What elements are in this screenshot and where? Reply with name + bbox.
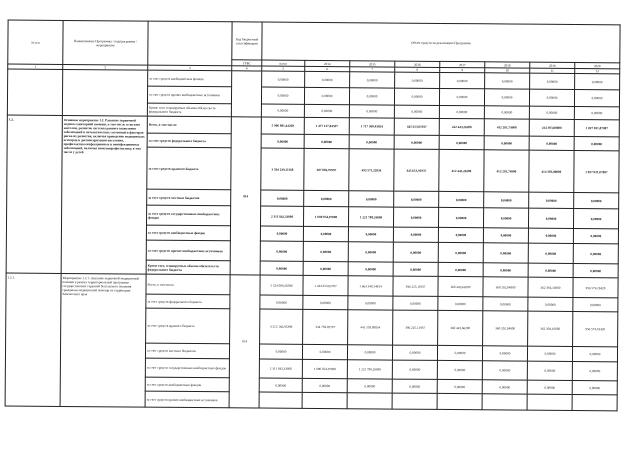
value-cell: 0,00000	[482, 346, 527, 361]
column-index: 4	[232, 66, 262, 71]
value-cell: 1 477 137,04597	[304, 117, 349, 134]
value-cell: 0,00000	[528, 297, 573, 311]
value-cell: 5 524 009,28398	[260, 275, 303, 295]
value-cell: 0,00000	[575, 73, 620, 89]
value-cell	[347, 393, 392, 409]
item-name: Основное мероприятие 1.2. Развитие первичной медико-санитарной помощи, в том числе сельским жителям, развитие системы раннего выявления заболеваний и патологических состояний и факторов риска их развития, включая проведение медицинских осмотров и диспансеризации населения, профилактика инфекционных и неинфекционных заболеваний, включая иммунопрофилактику, в том числе у детей	[61, 115, 147, 274]
value-cell: 0,00000	[260, 295, 303, 309]
source-label: за счет средств внебюджетных фондов	[145, 377, 229, 392]
value-cell	[259, 392, 302, 408]
value-cell: 0,00000	[527, 361, 572, 380]
column-index: 8	[395, 67, 440, 72]
item-num	[7, 69, 62, 115]
value-cell: 3 594 239,11168	[261, 148, 304, 190]
value-cell: 1 221 788,26000	[348, 207, 393, 227]
value-cell: 0,00000	[437, 379, 482, 393]
value-cell: 0,00000	[528, 208, 573, 228]
value-cell: 2 311 842,33000	[260, 206, 303, 226]
source-label: Всего, в том числе:	[146, 274, 230, 295]
item-num: 1.2.1.	[5, 273, 61, 406]
value-cell: 0,00000	[347, 379, 392, 393]
value-cell: 0,00000	[528, 243, 573, 263]
value-cell: 0,00000	[438, 262, 483, 276]
value-cell: 0,00000	[394, 191, 439, 207]
value-cell: 0,00000	[573, 297, 618, 311]
value-cell: 0,00000	[483, 243, 528, 263]
value-cell: 1 090 054,07000	[303, 206, 348, 226]
value-cell: 362 304,10000	[528, 277, 573, 297]
value-cell: 1 663 348,14834	[348, 276, 393, 296]
program-funding-table	[5, 20, 621, 412]
value-cell	[482, 394, 527, 410]
value-cell: 0,00000	[482, 361, 527, 380]
subheader-year: 2018	[485, 62, 530, 68]
value-cell: 1 027 021,07887	[574, 150, 619, 192]
value-cell: 0,00000	[260, 241, 303, 261]
value-cell: 0,00000	[439, 191, 484, 207]
subheader-year: 2014	[305, 60, 350, 66]
value-cell: 0,00000	[440, 72, 485, 88]
column-index: 11	[530, 68, 575, 73]
value-cell: 396 225,11937	[393, 310, 438, 345]
subheader-total: всего	[262, 60, 305, 66]
source-label: за счет средств краевого бюджета	[146, 308, 230, 344]
value-cell: 0,00000	[439, 88, 484, 105]
value-cell: 0,00000	[482, 380, 527, 394]
value-cell: 0,00000	[484, 89, 529, 106]
value-cell: 0,00000	[303, 261, 348, 275]
value-cell: 0,00000	[573, 208, 618, 228]
value-cell: 0,00000	[530, 73, 575, 89]
source-label: за счет средств федерального бюджета	[147, 133, 231, 148]
header-grbs: Код бюджетной классификации	[232, 22, 262, 60]
value-cell: 0,00000	[483, 208, 528, 228]
value-cell: 1 717 360,43834	[349, 118, 394, 135]
column-index: 6	[305, 66, 350, 71]
value-cell: 0,00000	[261, 87, 304, 104]
value-cell: 0,00000	[393, 242, 438, 262]
value-cell: 0,00000	[573, 228, 618, 243]
value-cell: 0,00000	[574, 106, 619, 119]
value-cell: 414 303,80000	[529, 150, 574, 192]
source-label: за счет средств местных бюджетов	[145, 343, 229, 359]
value-cell: 0,00000	[349, 191, 394, 207]
subheader-grbs: ГРБС	[232, 60, 262, 66]
source-label: за счет средств государственных внебюджетных фондов	[147, 205, 231, 226]
grbs-cell: 814	[230, 117, 261, 275]
value-cell: 0,00000	[438, 207, 483, 227]
source-label: за счет средств прочих внебюджетных источников	[147, 86, 231, 104]
value-cell: 0,00000	[572, 361, 617, 380]
value-cell: 0,00000	[259, 378, 302, 392]
grbs-cell: 814	[229, 275, 260, 408]
value-cell: 0,00000	[439, 105, 484, 118]
source-label: Кроме того, планируемые объемы обязательств федерального бюджета	[147, 103, 231, 117]
subheader-year: 2015	[350, 61, 395, 67]
value-cell: 0,00000	[572, 346, 617, 361]
header-num: № п/п	[8, 20, 63, 64]
value-cell	[437, 393, 482, 409]
value-cell: 0,00000	[485, 73, 530, 89]
value-cell: 0,00000	[392, 379, 437, 393]
value-cell: 0,00000	[394, 88, 439, 105]
value-cell: 5 906 081,44268	[261, 117, 304, 134]
value-cell: 412 443,26200	[439, 149, 484, 191]
value-cell	[392, 393, 437, 409]
source-label: за счет средств внебюджетных фондов	[148, 70, 232, 87]
value-cell: 0,00000	[527, 346, 572, 361]
value-cell: 0,00000	[349, 105, 394, 118]
value-cell: 0,00000	[259, 344, 302, 359]
value-cell: 0,00000	[304, 190, 349, 206]
value-cell: 0,00000	[350, 72, 395, 88]
source-label: за счет средств государственных внебюджетных фондов	[145, 358, 229, 378]
value-cell: 0,00000	[573, 263, 618, 277]
item-name	[62, 69, 147, 116]
value-cell: 0,00000	[303, 295, 348, 309]
value-cell: 0,00000	[574, 192, 619, 208]
value-cell: 0,00000	[392, 360, 437, 379]
value-cell: 0,00000	[437, 360, 482, 379]
value-cell: 0,00000	[529, 89, 574, 106]
column-index: 5	[262, 66, 305, 71]
value-cell: 3 212 166,95398	[260, 309, 303, 344]
subheader-year: 2017	[440, 61, 485, 67]
value-cell: 0,00000	[483, 228, 528, 243]
value-cell: 445 613,91937	[394, 149, 439, 191]
value-cell: 1 027 021,07887	[574, 119, 619, 136]
value-cell: 0,00000	[349, 88, 394, 105]
subheader-year: 2020	[575, 62, 620, 68]
value-cell: 0,00000	[574, 136, 619, 150]
value-cell: 495 571,22834	[349, 149, 394, 191]
value-cell: 396 225,11937	[393, 276, 438, 296]
value-cell: 0,00000	[348, 227, 393, 242]
source-label: за счет средств внебюджетных фондов	[146, 225, 230, 241]
header-funds: Объем средств на реализацию Программы	[262, 22, 620, 63]
value-cell: 0,00000	[261, 190, 304, 206]
value-cell: 362 304,10000	[528, 311, 573, 346]
table-row	[6, 273, 618, 298]
column-index: 3	[148, 65, 232, 71]
value-cell: 360 202,04900	[483, 277, 528, 297]
value-cell: 0,00000	[302, 344, 347, 359]
value-cell: 0,00000	[395, 72, 440, 88]
value-cell: 956 574,18420	[573, 277, 618, 297]
value-cell	[527, 394, 572, 410]
value-cell: 0,00000	[529, 136, 574, 150]
source-label: Кроме того, планируемые объемы обязательств федерального бюджета	[146, 260, 230, 275]
value-cell: 360 202,04900	[483, 311, 528, 346]
value-cell: 0,00000	[303, 241, 348, 261]
value-cell: 360 443,66200	[438, 310, 483, 345]
value-cell: 956 574,18420	[573, 311, 618, 346]
value-cell: 0,00000	[484, 192, 529, 208]
value-cell: 0,00000	[438, 296, 483, 310]
source-label: за счет средств прочих внебюджетных источников	[145, 391, 229, 408]
value-cell: 0,00000	[303, 226, 348, 241]
value-cell: 0,00000	[260, 226, 303, 241]
value-cell: 0,00000	[528, 228, 573, 243]
value-cell: 2 311 842,33000	[259, 359, 302, 378]
value-cell: 0,00000	[393, 227, 438, 242]
value-cell: 0,00000	[393, 296, 438, 310]
value-cell: 0,00000	[305, 71, 350, 87]
value-cell: 0,00000	[262, 71, 305, 87]
value-cell: 441 559,88834	[348, 310, 393, 345]
value-cell: 0,00000	[483, 263, 528, 277]
value-cell: 0,00000	[302, 378, 347, 392]
column-index: 10	[485, 68, 530, 73]
value-cell: 0,00000	[260, 261, 303, 275]
value-cell: 0,00000	[394, 105, 439, 118]
value-cell: 0,00000	[392, 345, 437, 360]
value-cell: 360 443,66200	[438, 276, 483, 296]
value-cell: 412 281,74900	[484, 119, 529, 136]
value-cell: 0,00000	[393, 207, 438, 227]
value-cell: 0,00000	[483, 297, 528, 311]
value-cell: 0,00000	[304, 87, 349, 104]
item-name: Мероприятие 1.2.1. Оказание первичной медицинской помощи в рамках территориальной программы государственных гарантий бесплатного оказания гражданам медицинской помощи на территории Камчатского края	[60, 273, 146, 407]
value-cell	[572, 394, 617, 410]
source-label: за счет средств местных бюджетов	[147, 189, 231, 206]
value-cell: 0,00000	[529, 106, 574, 119]
value-cell: 0,00000	[572, 380, 617, 394]
source-label: за счет средств краевого бюджета	[147, 147, 231, 190]
value-cell: 0,00000	[438, 227, 483, 242]
value-cell: 0,00000	[437, 345, 482, 360]
value-cell: 412 281,74900	[484, 150, 529, 192]
value-cell: 414 303,80000	[529, 119, 574, 136]
source-label: за счет средств федерального бюджета	[146, 294, 230, 309]
column-index: 2	[63, 64, 148, 70]
value-cell: 445 613,91937	[394, 118, 439, 135]
value-cell: 0,00000	[348, 296, 393, 310]
value-cell: 0,00000	[348, 262, 393, 276]
header-name: Наименование Программы / подпрограммы / мероприятия	[63, 20, 148, 65]
item-num: 1.2.	[6, 115, 62, 273]
source-label: Всего, в том числе:	[147, 116, 231, 134]
column-index: 7	[350, 67, 395, 72]
value-cell: 0,00000	[261, 104, 304, 117]
value-cell: 0,00000	[349, 135, 394, 149]
value-cell: 334 759,95707	[303, 309, 348, 344]
value-cell: 0,00000	[394, 135, 439, 149]
value-cell: 387 082,97997	[304, 148, 349, 190]
value-cell	[302, 392, 347, 408]
value-cell: 0,00000	[573, 243, 618, 263]
header-source	[148, 21, 232, 66]
column-index: 12	[575, 68, 620, 73]
value-cell: 0,00000	[574, 89, 619, 106]
source-label: за счет средств прочих внебюджетных источников	[146, 240, 230, 261]
value-cell: 0,00000	[348, 242, 393, 262]
value-cell: 0,00000	[439, 135, 484, 149]
subheader-year: 2019	[530, 62, 575, 68]
value-cell: 0,00000	[347, 345, 392, 360]
value-cell: 0,00000	[529, 192, 574, 208]
column-index: 1	[8, 64, 63, 69]
value-cell: 0,00000	[261, 134, 304, 148]
value-cell: 0,00000	[304, 104, 349, 117]
value-cell: 0,00000	[484, 106, 529, 119]
table-header-row	[8, 20, 620, 63]
column-index: 9	[440, 67, 485, 72]
subheader-year: 2016	[395, 61, 440, 67]
value-cell: 0,00000	[484, 136, 529, 150]
grbs-cell	[231, 71, 261, 117]
value-cell: 0,00000	[304, 134, 349, 148]
value-cell: 0,00000	[528, 263, 573, 277]
value-cell: 1 090 054,07000	[302, 359, 347, 378]
value-cell: 1 221 788,26000	[347, 360, 392, 379]
value-cell: 0,00000	[527, 380, 572, 394]
value-cell: 412 443,26200	[439, 118, 484, 135]
value-cell: 1 434 813,02707	[303, 275, 348, 295]
value-cell: 0,00000	[438, 242, 483, 262]
value-cell: 0,00000	[393, 262, 438, 276]
